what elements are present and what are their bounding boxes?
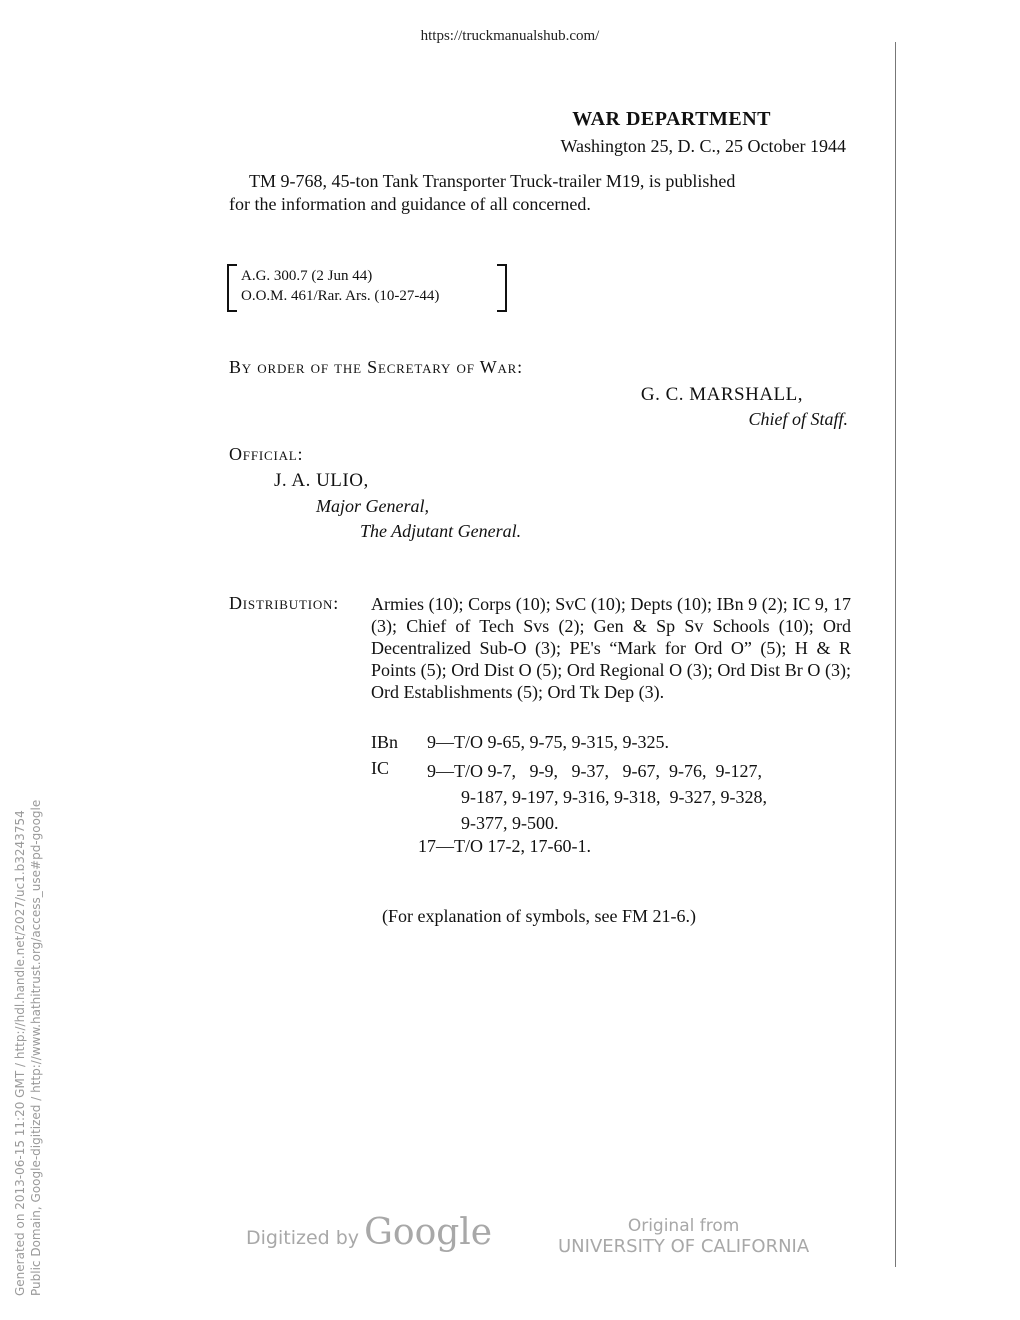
ic-line-1: 9—T/O 9-7, 9-9, 9-37, 9-67, 9-76, 9-127, [427, 761, 762, 781]
left-bracket [227, 264, 237, 312]
official-label: Official: [229, 444, 304, 464]
reference-line-2: O.O.M. 461/Rar. Ars. (10-27-44) [241, 288, 440, 304]
digitized-by-google-watermark [246, 1212, 492, 1253]
intro-paragraph [229, 170, 849, 216]
generation-stamp [12, 800, 44, 1296]
symbols-note: (For explanation of symbols, see FM 21-6.) [382, 906, 696, 926]
source-url: https://truckmanualshub.com/ [420, 28, 600, 44]
ic-label: IC [371, 758, 389, 778]
digitized-by-text: Digitized by [246, 1227, 360, 1249]
page-edge-rule [895, 42, 896, 1267]
signatory-title: Chief of Staff. [748, 409, 848, 429]
generation-stamp-line-2: Public Domain, Google-digitized / http://www.hathitrust.org/access_use#pd-google [29, 799, 43, 1296]
ic-line-2: 9-187, 9-197, 9-316, 9-318, 9-327, 9-328, [461, 787, 767, 807]
ic-17-value: 17—T/O 17-2, 17-60-1. [418, 836, 591, 856]
original-from-text: Original from [627, 1216, 740, 1236]
generation-stamp-line-1: Generated on 2013-06-15 11:20 GMT / http://hdl.handle.net/2027/uc1.b3243754 [13, 810, 27, 1296]
by-order-line: By order of the Secretary of War: [229, 357, 523, 377]
intro-line-1: TM 9-768, 45-ton Tank Transporter Truck-trailer M19, is published [249, 171, 736, 191]
official-rank: Major General, [316, 496, 429, 516]
official-name: J. A. ULIO, [274, 470, 369, 491]
intro-line-2: for the information and guidance of all concerned. [229, 194, 591, 214]
ic-value [427, 758, 857, 836]
google-logo-text: Google [364, 1212, 493, 1253]
university-text: UNIVERSITY OF CALIFORNIA [558, 1236, 810, 1257]
department-heading: WAR DEPARTMENT [572, 108, 771, 130]
right-bracket [497, 264, 507, 312]
dateline: Washington 25, D. C., 25 October 1944 [560, 136, 846, 156]
distribution-label: Distribution: [229, 593, 340, 613]
original-from-watermark [558, 1216, 809, 1257]
signatory-name: G. C. MARSHALL, [640, 384, 803, 405]
reference-block [227, 264, 507, 310]
ibn-value: 9—T/O 9-65, 9-75, 9-315, 9-325. [427, 732, 669, 752]
ibn-label: IBn [371, 732, 398, 752]
distribution-text: Armies (10); Corps (10); SvC (10); Depts (10); IBn 9 (2); IC 9, 17 (3); Chief of Tech Svs (2); Gen & Sp Sv Schools (10); Ord Decentralized Sub-O (3); PE's “Mark for Ord O” (5); H & R Points (5); Ord Dist O (5); Ord Regional O (3); Ord Dist Br O (3); Ord Establishments (5); Ord Tk Dep (3). [371, 594, 851, 702]
ic-line-3: 9-377, 9-500. [461, 813, 559, 833]
official-office: The Adjutant General. [360, 521, 522, 541]
reference-line-1: A.G. 300.7 (2 Jun 44) [241, 268, 373, 284]
